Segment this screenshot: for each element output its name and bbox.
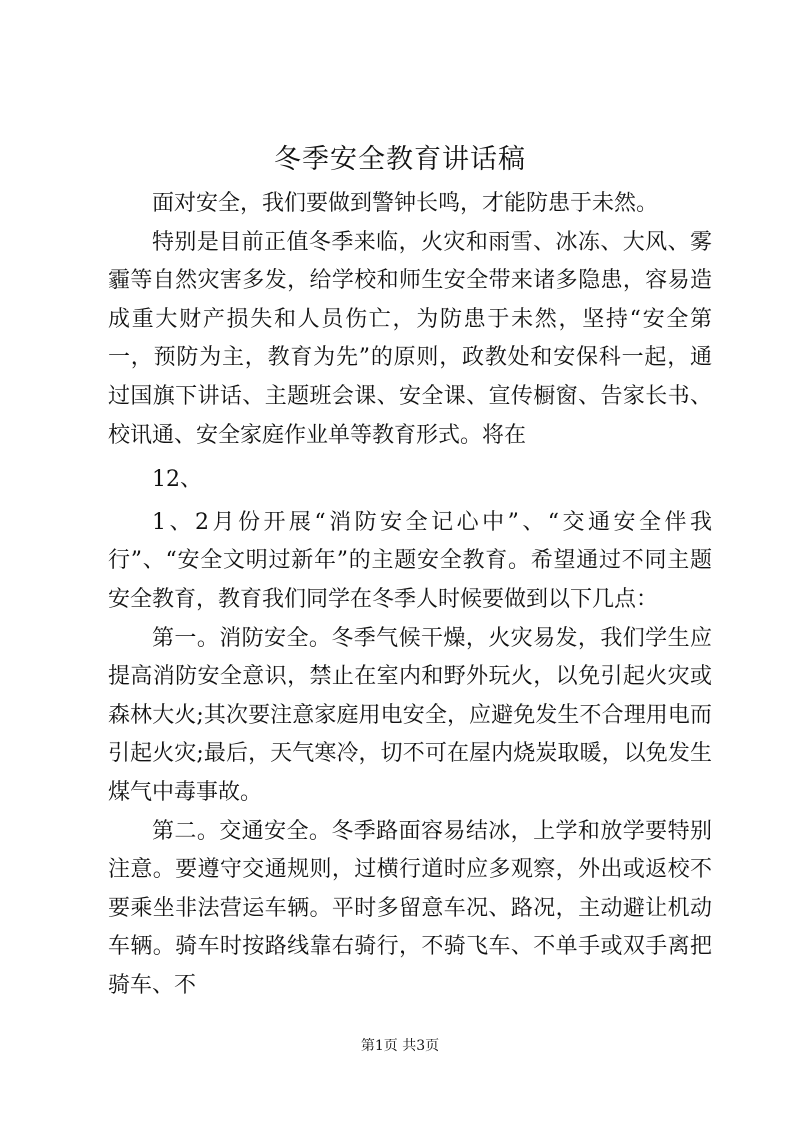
paragraph: 第二。交通安全。冬季路面容易结冰，上学和放学要特别注意。要遵守交通规则，过横行道时应多观察，外出或返校不要乘坐非法营运车辆。平时多留意车况、路况，主动避让机动车辆。骑车时按路线靠右骑行，不骑飞车、不单手或双手离把骑车、不 xyxy=(108,818,712,998)
document-body xyxy=(108,185,712,1005)
document-title: 冬季安全教育讲话稿 xyxy=(274,144,526,175)
page-footer: 第1页 共3页 xyxy=(360,1038,440,1054)
paragraph: 面对安全，我们要做到警钟长鸣，才能防患于未然。 xyxy=(152,191,659,216)
paragraph: 第一。消防安全。冬季气候干燥，火灾易发，我们学生应提高消防安全意识，禁止在室内和野外玩火，以免引起火灾或森林大火;其次要注意家庭用电安全，应避免发生不合理用电而引起火灾;最后，天气寒冷，切不可在屋内烧炭取暖，以免发生煤气中毒事故。 xyxy=(108,625,712,805)
paragraph: 12、 xyxy=(152,467,202,493)
paragraph: 1、2月份开展“消防安全记心中”、“交通安全伴我行”、“安全文明过新年”的主题安全教育。希望通过不同主题安全教育，教育我们同学在冬季人时候要做到以下几点： xyxy=(108,509,712,612)
paragraph: 特别是目前正值冬季来临，火灾和雨雪、冰冻、大风、雾霾等自然灾害多发，给学校和师生安全带来诸多隐患，容易造成重大财产损失和人员伤亡，为防患于未然，坚持“安全第一，预防为主，教育为先”的原则，政教处和安保科一起，通过国旗下讲话、主题班会课、安全课、宣传橱窗、告家长书、校讯通、安全家庭作业单等教育形式。将在 xyxy=(108,229,712,448)
